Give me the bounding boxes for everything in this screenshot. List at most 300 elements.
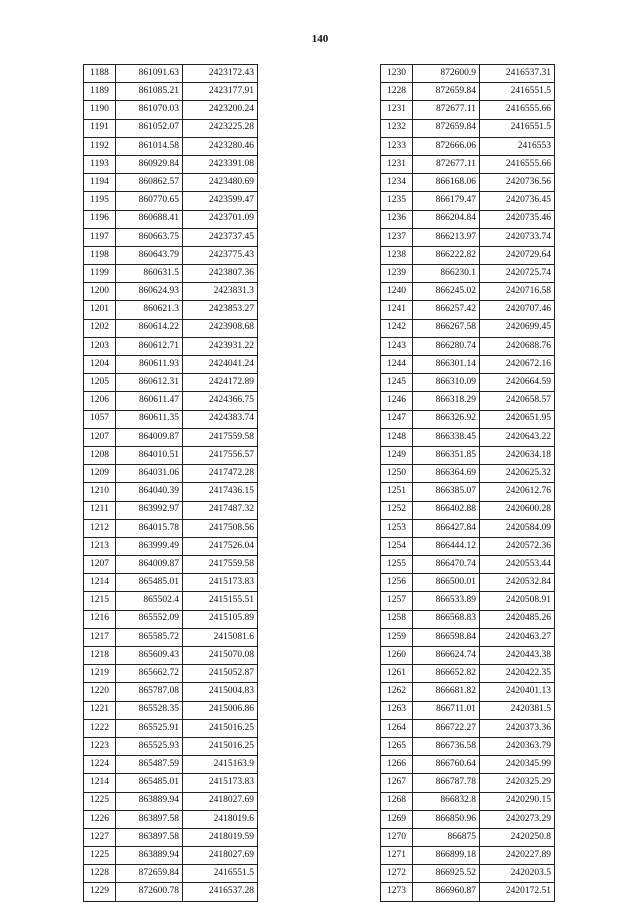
table-row [381,556,555,574]
y-coordinate-cell: 2424172.89 [183,374,258,392]
x-coordinate-cell: 861070.03 [116,101,183,119]
point-number-cell: 1194 [84,174,116,192]
x-coordinate-cell: 866533.89 [413,592,480,610]
y-coordinate-cell: 2416551.5 [183,865,258,883]
y-coordinate-cell: 2415163.9 [183,756,258,774]
x-coordinate-cell: 863992.97 [116,501,183,519]
table-row [381,337,555,355]
y-coordinate-cell: 2420625.32 [480,465,555,483]
x-coordinate-cell: 866385.07 [413,483,480,501]
x-coordinate-cell: 866787.78 [413,774,480,792]
x-coordinate-cell: 866470.74 [413,556,480,574]
y-coordinate-cell: 2420485.26 [480,610,555,628]
x-coordinate-cell: 860643.79 [116,246,183,264]
point-number-cell: 1242 [381,319,413,337]
point-number-cell: 1261 [381,665,413,683]
point-number-cell: 1198 [84,246,116,264]
table-row [381,483,555,501]
point-number-cell: 1268 [381,792,413,810]
table-row [381,883,555,901]
point-number-cell: 1239 [381,265,413,283]
y-coordinate-cell: 2420532.84 [480,574,555,592]
x-coordinate-cell: 866257.42 [413,301,480,319]
y-coordinate-cell: 2423737.45 [183,228,258,246]
y-coordinate-cell: 2415155.51 [183,592,258,610]
x-coordinate-cell: 866222.82 [413,246,480,264]
x-coordinate-cell: 860611.35 [116,410,183,428]
y-coordinate-cell: 2420381.5 [480,701,555,719]
y-coordinate-cell: 2420553.44 [480,556,555,574]
point-number-cell: 1230 [381,65,413,83]
point-number-cell: 1240 [381,283,413,301]
y-coordinate-cell: 2420172.51 [480,883,555,901]
point-number-cell: 1238 [381,246,413,264]
point-number-cell: 1233 [381,137,413,155]
table-row [84,883,258,901]
table-row [381,356,555,374]
x-coordinate-cell: 865585.72 [116,628,183,646]
table-row [381,792,555,810]
table-row [84,337,258,355]
table-row [84,628,258,646]
table-row [84,701,258,719]
y-coordinate-cell: 2420584.09 [480,519,555,537]
x-coordinate-cell: 872659.84 [116,865,183,883]
x-coordinate-cell: 860611.93 [116,356,183,374]
x-coordinate-cell: 860624.93 [116,283,183,301]
x-coordinate-cell: 863889.94 [116,792,183,810]
table-row [381,428,555,446]
table-row [381,174,555,192]
point-number-cell: 1212 [84,519,116,537]
table-row [381,847,555,865]
point-number-cell: 1258 [381,610,413,628]
table-row [84,774,258,792]
y-coordinate-cell: 2420643.22 [480,428,555,446]
point-number-cell: 1057 [84,410,116,428]
y-coordinate-cell: 2415016.25 [183,737,258,755]
y-coordinate-cell: 2424366.75 [183,392,258,410]
table-row [381,683,555,701]
point-number-cell: 1216 [84,610,116,628]
point-number-cell: 1265 [381,737,413,755]
x-coordinate-cell: 860688.41 [116,210,183,228]
table-row [84,665,258,683]
y-coordinate-cell: 2416551.5 [480,119,555,137]
x-coordinate-cell: 872666.06 [413,137,480,155]
y-coordinate-cell: 2423280.46 [183,137,258,155]
x-coordinate-cell: 860862.57 [116,174,183,192]
point-number-cell: 1217 [84,628,116,646]
y-coordinate-cell: 2415070.08 [183,647,258,665]
x-coordinate-cell: 864031.06 [116,465,183,483]
y-coordinate-cell: 2424041.24 [183,356,258,374]
table-row [84,865,258,883]
x-coordinate-cell: 863897.58 [116,810,183,828]
table-row [84,537,258,555]
x-coordinate-cell: 866310.09 [413,374,480,392]
table-row [84,392,258,410]
point-number-cell: 1209 [84,465,116,483]
y-coordinate-cell: 2415105.89 [183,610,258,628]
x-coordinate-cell: 866179.47 [413,192,480,210]
y-coordinate-cell: 2418027.69 [183,847,258,865]
point-number-cell: 1247 [381,410,413,428]
point-number-cell: 1251 [381,483,413,501]
y-coordinate-cell: 2416537.28 [183,883,258,901]
y-coordinate-cell: 2423172.43 [183,65,258,83]
table-row [84,828,258,846]
x-coordinate-cell: 866301.14 [413,356,480,374]
point-number-cell: 1189 [84,83,116,101]
y-coordinate-cell: 2420735.46 [480,210,555,228]
y-coordinate-cell: 2420725.74 [480,265,555,283]
point-number-cell: 1272 [381,865,413,883]
y-coordinate-cell: 2415016.25 [183,719,258,737]
x-coordinate-cell: 866681.82 [413,683,480,701]
point-number-cell: 1237 [381,228,413,246]
table-row [84,719,258,737]
point-number-cell: 1193 [84,155,116,173]
point-number-cell: 1231 [381,155,413,173]
point-number-cell: 1267 [381,774,413,792]
point-number-cell: 1214 [84,774,116,792]
point-number-cell: 1254 [381,537,413,555]
y-coordinate-cell: 2420664.59 [480,374,555,392]
x-coordinate-cell: 866899.18 [413,847,480,865]
table-row [381,83,555,101]
table-row [381,65,555,83]
table-row [381,665,555,683]
x-coordinate-cell: 866204.84 [413,210,480,228]
x-coordinate-cell: 866711.01 [413,701,480,719]
x-coordinate-cell: 865485.01 [116,774,183,792]
point-number-cell: 1225 [84,792,116,810]
x-coordinate-cell: 860614.22 [116,319,183,337]
x-coordinate-cell: 860612.71 [116,337,183,355]
table-row [381,101,555,119]
table-row [84,483,258,501]
point-number-cell: 1235 [381,192,413,210]
point-number-cell: 1219 [84,665,116,683]
point-number-cell: 1255 [381,556,413,574]
table-row [84,592,258,610]
table-row [381,301,555,319]
table-row [381,119,555,137]
coordinates-table-left [83,64,258,902]
point-number-cell: 1264 [381,719,413,737]
x-coordinate-cell: 866500.01 [413,574,480,592]
x-coordinate-cell: 866338.45 [413,428,480,446]
point-number-cell: 1246 [381,392,413,410]
table-row [84,519,258,537]
point-number-cell: 1215 [84,592,116,610]
y-coordinate-cell: 2416555.66 [480,101,555,119]
y-coordinate-cell: 2418019.59 [183,828,258,846]
x-coordinate-cell: 860770.65 [116,192,183,210]
point-number-cell: 1244 [381,356,413,374]
x-coordinate-cell: 865787.08 [116,683,183,701]
y-coordinate-cell: 2423853.27 [183,301,258,319]
table-row [381,210,555,228]
point-number-cell: 1214 [84,574,116,592]
table-row [84,228,258,246]
table-row [381,719,555,737]
table-row [381,647,555,665]
table-row [84,847,258,865]
y-coordinate-cell: 2423775.43 [183,246,258,264]
y-coordinate-cell: 2417526.04 [183,537,258,555]
point-number-cell: 1243 [381,337,413,355]
x-coordinate-cell: 866213.97 [413,228,480,246]
x-coordinate-cell: 872677.11 [413,155,480,173]
table-row [84,756,258,774]
point-number-cell: 1231 [381,101,413,119]
point-number-cell: 1199 [84,265,116,283]
x-coordinate-cell: 872659.84 [413,83,480,101]
y-coordinate-cell: 2420634.18 [480,446,555,464]
y-coordinate-cell: 2416553 [480,137,555,155]
x-coordinate-cell: 863999.49 [116,537,183,555]
y-coordinate-cell: 2420250.8 [480,828,555,846]
y-coordinate-cell: 2415052.87 [183,665,258,683]
x-coordinate-cell: 866427.84 [413,519,480,537]
y-coordinate-cell: 2423480.69 [183,174,258,192]
y-coordinate-cell: 2417487.32 [183,501,258,519]
y-coordinate-cell: 2423931.22 [183,337,258,355]
table-row [381,810,555,828]
point-number-cell: 1210 [84,483,116,501]
table-row [84,647,258,665]
y-coordinate-cell: 2420290.15 [480,792,555,810]
point-number-cell: 1205 [84,374,116,392]
table-row [84,556,258,574]
x-coordinate-cell: 866245.02 [413,283,480,301]
point-number-cell: 1227 [84,828,116,846]
table-row [381,574,555,592]
y-coordinate-cell: 2415004.83 [183,683,258,701]
x-coordinate-cell: 866318.29 [413,392,480,410]
table-row [84,265,258,283]
table-row [381,374,555,392]
y-coordinate-cell: 2415173.83 [183,774,258,792]
y-coordinate-cell: 2420572.36 [480,537,555,555]
table-row [381,537,555,555]
point-number-cell: 1207 [84,428,116,446]
x-coordinate-cell: 865502.4 [116,592,183,610]
table-row [84,410,258,428]
point-number-cell: 1192 [84,137,116,155]
x-coordinate-cell: 864010.51 [116,446,183,464]
x-coordinate-cell: 864040.39 [116,483,183,501]
table-row [381,265,555,283]
point-number-cell: 1263 [381,701,413,719]
x-coordinate-cell: 866960.87 [413,883,480,901]
point-number-cell: 1225 [84,847,116,865]
point-number-cell: 1273 [381,883,413,901]
table-row [84,137,258,155]
point-number-cell: 1228 [84,865,116,883]
x-coordinate-cell: 860612.31 [116,374,183,392]
y-coordinate-cell: 2417472.28 [183,465,258,483]
table-row [381,756,555,774]
table-row [381,465,555,483]
y-coordinate-cell: 2415173.83 [183,574,258,592]
y-coordinate-cell: 2423225.28 [183,119,258,137]
table-row [381,192,555,210]
point-number-cell: 1203 [84,337,116,355]
y-coordinate-cell: 2420733.74 [480,228,555,246]
y-coordinate-cell: 2416537.31 [480,65,555,83]
x-coordinate-cell: 865487.59 [116,756,183,774]
point-number-cell: 1245 [381,374,413,392]
point-number-cell: 1220 [84,683,116,701]
y-coordinate-cell: 2420658.57 [480,392,555,410]
y-coordinate-cell: 2424383.74 [183,410,258,428]
y-coordinate-cell: 2417559.58 [183,428,258,446]
point-number-cell: 1252 [381,501,413,519]
y-coordinate-cell: 2423807.36 [183,265,258,283]
table-row [84,356,258,374]
table-row [381,774,555,792]
point-number-cell: 1262 [381,683,413,701]
x-coordinate-cell: 860621.3 [116,301,183,319]
table-row [84,319,258,337]
y-coordinate-cell: 2420736.45 [480,192,555,210]
x-coordinate-cell: 866267.58 [413,319,480,337]
table-row [381,246,555,264]
x-coordinate-cell: 866652.82 [413,665,480,683]
point-number-cell: 1207 [84,556,116,574]
x-coordinate-cell: 864009.87 [116,428,183,446]
y-coordinate-cell: 2420699.45 [480,319,555,337]
y-coordinate-cell: 2420363.79 [480,737,555,755]
y-coordinate-cell: 2420273.29 [480,810,555,828]
x-coordinate-cell: 866760.64 [413,756,480,774]
point-number-cell: 1256 [381,574,413,592]
table-row [84,683,258,701]
table-row [84,574,258,592]
point-number-cell: 1236 [381,210,413,228]
x-coordinate-cell: 866875 [413,828,480,846]
table-row [381,137,555,155]
y-coordinate-cell: 2420600.28 [480,501,555,519]
table-row [84,737,258,755]
table-row [381,610,555,628]
x-coordinate-cell: 865552.09 [116,610,183,628]
table-row [381,865,555,883]
table-row [84,501,258,519]
table-row [84,155,258,173]
x-coordinate-cell: 861014.58 [116,137,183,155]
x-coordinate-cell: 860631.5 [116,265,183,283]
point-number-cell: 1234 [381,174,413,192]
point-number-cell: 1200 [84,283,116,301]
y-coordinate-cell: 2420508.91 [480,592,555,610]
point-number-cell: 1271 [381,847,413,865]
x-coordinate-cell: 866722.27 [413,719,480,737]
x-coordinate-cell: 866364.69 [413,465,480,483]
table-row [381,519,555,537]
table-row [84,610,258,628]
point-number-cell: 1190 [84,101,116,119]
x-coordinate-cell: 865609.43 [116,647,183,665]
table-row [84,174,258,192]
y-coordinate-cell: 2420422.35 [480,665,555,683]
table-row [84,65,258,83]
table-row [84,192,258,210]
y-coordinate-cell: 2418027.69 [183,792,258,810]
point-number-cell: 1202 [84,319,116,337]
y-coordinate-cell: 2420716.58 [480,283,555,301]
y-coordinate-cell: 2420227.89 [480,847,555,865]
table-row [84,301,258,319]
point-number-cell: 1226 [84,810,116,828]
x-coordinate-cell: 866925.52 [413,865,480,883]
point-number-cell: 1248 [381,428,413,446]
x-coordinate-cell: 865485.01 [116,574,183,592]
point-number-cell: 1241 [381,301,413,319]
y-coordinate-cell: 2416551.5 [480,83,555,101]
table-row [381,410,555,428]
table-row [84,283,258,301]
x-coordinate-cell: 863889.94 [116,847,183,865]
table-row [84,792,258,810]
y-coordinate-cell: 2420651.95 [480,410,555,428]
y-coordinate-cell: 2423908.68 [183,319,258,337]
y-coordinate-cell: 2420203.5 [480,865,555,883]
point-number-cell: 1218 [84,647,116,665]
y-coordinate-cell: 2418019.6 [183,810,258,828]
point-number-cell: 1208 [84,446,116,464]
point-number-cell: 1191 [84,119,116,137]
table-row [84,428,258,446]
x-coordinate-cell: 866736.58 [413,737,480,755]
x-coordinate-cell: 872600.9 [413,65,480,83]
x-coordinate-cell: 861052.07 [116,119,183,137]
table-row [84,374,258,392]
y-coordinate-cell: 2420672.16 [480,356,555,374]
table-row [84,210,258,228]
point-number-cell: 1196 [84,210,116,228]
coordinates-table-right [380,64,555,902]
point-number-cell: 1270 [381,828,413,846]
table-row [381,155,555,173]
y-coordinate-cell: 2417436.15 [183,483,258,501]
x-coordinate-cell: 866168.06 [413,174,480,192]
table-row [381,701,555,719]
point-number-cell: 1201 [84,301,116,319]
x-coordinate-cell: 861085.21 [116,83,183,101]
x-coordinate-cell: 860663.75 [116,228,183,246]
y-coordinate-cell: 2423391.08 [183,155,258,173]
y-coordinate-cell: 2417508.56 [183,519,258,537]
y-coordinate-cell: 2420612.76 [480,483,555,501]
point-number-cell: 1229 [84,883,116,901]
x-coordinate-cell: 865662.72 [116,665,183,683]
x-coordinate-cell: 866850.96 [413,810,480,828]
table-row [381,228,555,246]
x-coordinate-cell: 864015.78 [116,519,183,537]
point-number-cell: 1223 [84,737,116,755]
page-number: 140 [311,33,329,45]
point-number-cell: 1228 [381,83,413,101]
y-coordinate-cell: 2420373.36 [480,719,555,737]
point-number-cell: 1195 [84,192,116,210]
table-row [84,810,258,828]
y-coordinate-cell: 2423177.91 [183,83,258,101]
point-number-cell: 1232 [381,119,413,137]
